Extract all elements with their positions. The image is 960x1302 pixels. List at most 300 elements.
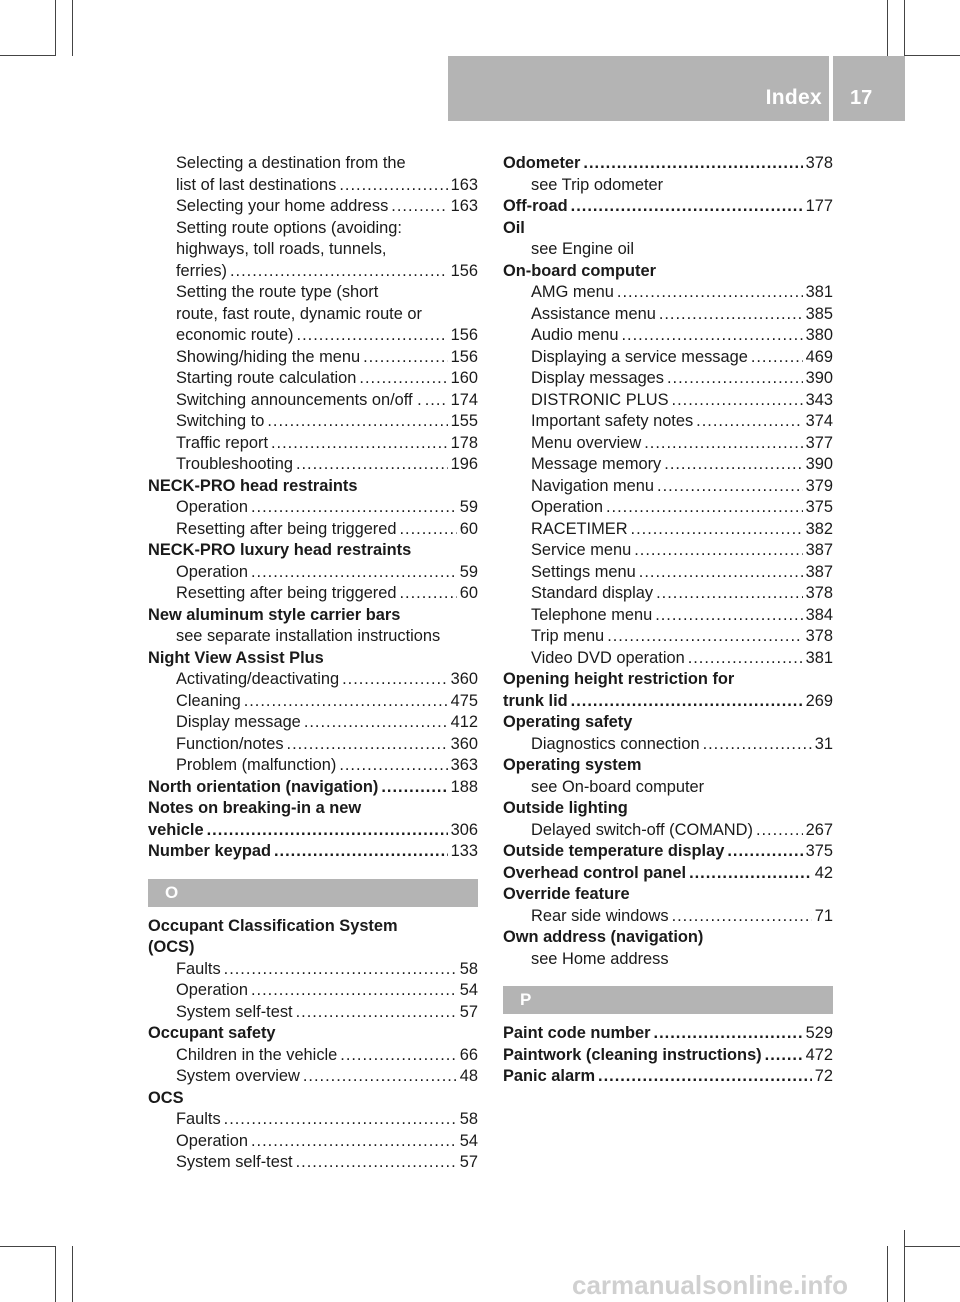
- leader-dots: [339, 755, 447, 777]
- index-entry[interactable]: [148, 777, 478, 799]
- page-reference[interactable]: 163: [450, 197, 478, 215]
- page-reference[interactable]: 381: [805, 648, 833, 667]
- entry-label: Selecting your home address: [176, 197, 389, 215]
- page-reference[interactable]: 375: [805, 498, 833, 516]
- entry-label: Children in the vehicle: [176, 1045, 338, 1064]
- leader-dots: [571, 196, 803, 218]
- index-subentry: [148, 239, 478, 261]
- leader-dots: [672, 906, 812, 928]
- entry-label: economic route): [176, 326, 294, 344]
- page-reference[interactable]: 174: [450, 390, 478, 409]
- leader-dots: [654, 1023, 803, 1045]
- entry-label: Selecting a destination from the: [176, 154, 406, 172]
- leader-dots: [251, 497, 457, 519]
- page-reference[interactable]: 387: [805, 541, 833, 559]
- index-entry[interactable]: [503, 153, 833, 175]
- index-entry[interactable]: [148, 841, 478, 863]
- entry-label: System self-test: [176, 1002, 293, 1021]
- leader-dots: [244, 691, 448, 713]
- index-subentry[interactable]: [503, 476, 833, 498]
- index-entry[interactable]: [503, 841, 833, 863]
- index-subentry[interactable]: [148, 669, 478, 691]
- index-entry[interactable]: [148, 820, 478, 842]
- index-subentry: [148, 153, 478, 175]
- page-reference[interactable]: 156: [450, 261, 478, 280]
- index-entry[interactable]: [503, 691, 833, 713]
- leader-dots: [296, 1152, 457, 1174]
- index-entry: [503, 755, 833, 777]
- index-subentry[interactable]: [148, 368, 478, 390]
- entry-label: Operation: [176, 562, 248, 581]
- entry-label: see On-board computer: [531, 777, 705, 796]
- index-subentry[interactable]: [148, 691, 478, 713]
- index-entry[interactable]: [503, 863, 833, 885]
- page-reference[interactable]: 72: [814, 1067, 833, 1085]
- index-subentry[interactable]: [148, 734, 478, 756]
- page-reference[interactable]: 54: [459, 1131, 478, 1150]
- page-reference[interactable]: 363: [450, 756, 478, 774]
- page-reference[interactable]: 54: [459, 981, 478, 999]
- leader-dots: [287, 734, 448, 756]
- page-reference[interactable]: 156: [450, 326, 478, 344]
- entry-label: ferries): [176, 261, 227, 280]
- index-subentry[interactable]: [503, 519, 833, 541]
- leader-dots: [621, 325, 802, 347]
- leader-dots: [689, 863, 812, 885]
- page-reference[interactable]: 529: [805, 1024, 833, 1042]
- leader-dots: [607, 626, 802, 648]
- index-entry: [503, 669, 833, 691]
- entry-label: Notes on breaking-in a new: [148, 799, 362, 817]
- leader-dots: [297, 325, 448, 347]
- page-reference[interactable]: 155: [450, 412, 478, 430]
- entry-label: NECK-PRO head restraints: [148, 476, 358, 495]
- index-entry: [148, 648, 478, 670]
- page-reference[interactable]: 178: [450, 433, 478, 452]
- entry-label: Panic alarm: [503, 1067, 596, 1085]
- page-reference[interactable]: 469: [805, 347, 833, 366]
- leader-dots: [304, 712, 448, 734]
- entry-label: vehicle: [148, 820, 204, 839]
- leader-dots: [644, 433, 802, 455]
- index-entry: [148, 476, 478, 498]
- index-subentry[interactable]: [503, 454, 833, 476]
- index-subentry[interactable]: [148, 454, 478, 476]
- index-subentry: [148, 304, 478, 326]
- leader-dots: [696, 411, 802, 433]
- entry-label: route, fast route, dynamic route or: [176, 304, 422, 323]
- index-subentry[interactable]: [503, 734, 833, 756]
- page-reference[interactable]: 475: [450, 691, 478, 710]
- index-subentry[interactable]: [148, 1152, 478, 1174]
- index-column-right: [503, 153, 833, 1088]
- index-subentry: [503, 175, 833, 197]
- entry-label: NECK-PRO luxury head restraints: [148, 541, 412, 559]
- index-entry: [148, 1023, 478, 1045]
- leader-dots: [571, 691, 803, 713]
- page-reference[interactable]: 390: [805, 455, 833, 473]
- index-subentry[interactable]: [148, 411, 478, 433]
- index-subentry[interactable]: [148, 980, 478, 1002]
- page-reference[interactable]: 377: [805, 433, 833, 452]
- leader-dots: [303, 1066, 457, 1088]
- index-entry: [148, 916, 478, 938]
- leader-dots: [598, 1066, 812, 1088]
- page-reference[interactable]: 71: [814, 906, 833, 925]
- crop-mark: [904, 55, 960, 56]
- page-reference[interactable]: 133: [450, 842, 478, 860]
- entry-label: see separate installation instructions: [176, 627, 441, 645]
- leader-dots: [667, 368, 803, 390]
- index-subentry[interactable]: [503, 411, 833, 433]
- index-subentry[interactable]: [148, 261, 478, 283]
- page-title: Index: [765, 86, 822, 109]
- page-reference[interactable]: 360: [450, 734, 478, 753]
- page-reference[interactable]: 384: [805, 605, 833, 624]
- entry-label: Cleaning: [176, 691, 241, 710]
- page-reference[interactable]: 48: [459, 1067, 478, 1085]
- leader-dots: [659, 304, 803, 326]
- entry-label: OCS: [148, 1088, 184, 1107]
- page-reference[interactable]: 378: [805, 627, 833, 645]
- page-reference[interactable]: 60: [459, 519, 478, 538]
- index-subentry[interactable]: [148, 519, 478, 541]
- page-reference[interactable]: 380: [805, 326, 833, 344]
- header-divider: [829, 56, 833, 121]
- page-reference[interactable]: 306: [450, 820, 478, 839]
- entry-label: Resetting after being triggered: [176, 584, 397, 602]
- leader-dots: [606, 497, 803, 519]
- entry-label: Video DVD operation: [531, 648, 685, 667]
- page-reference[interactable]: 472: [805, 1045, 833, 1064]
- leader-dots: [359, 368, 447, 390]
- page-reference[interactable]: 58: [459, 1110, 478, 1128]
- index-subentry[interactable]: [148, 562, 478, 584]
- page-reference[interactable]: 375: [805, 842, 833, 860]
- entry-label: Operation: [531, 498, 603, 516]
- index-entry: [503, 261, 833, 283]
- entry-label: list of last destinations: [176, 175, 337, 194]
- entry-label: Settings menu: [531, 562, 636, 581]
- entry-label: Display message: [176, 713, 301, 731]
- leader-dots: [672, 390, 803, 412]
- leader-dots: [655, 605, 802, 627]
- entry-label: Problem (malfunction): [176, 756, 337, 774]
- page-reference[interactable]: 387: [805, 562, 833, 581]
- index-subentry: [148, 282, 478, 304]
- crop-mark: [904, 1246, 960, 1247]
- leader-dots: [296, 454, 448, 476]
- page-reference[interactable]: 31: [814, 734, 833, 753]
- leader-dots: [339, 175, 447, 197]
- leader-dots: [381, 777, 447, 799]
- index-subentry[interactable]: [503, 648, 833, 670]
- page-reference[interactable]: 374: [805, 412, 833, 430]
- index-subentry[interactable]: [503, 368, 833, 390]
- entry-label: Rear side windows: [531, 906, 669, 925]
- index-subentry[interactable]: [148, 175, 478, 197]
- index-subentry[interactable]: [503, 433, 833, 455]
- index-subentry[interactable]: [148, 325, 478, 347]
- page-reference[interactable]: 379: [805, 476, 833, 495]
- page-reference[interactable]: 382: [805, 519, 833, 538]
- leader-dots: [342, 669, 448, 691]
- entry-label: Paintwork (cleaning instructions): [503, 1045, 762, 1064]
- entry-label: Odometer: [503, 154, 581, 172]
- leader-dots: [251, 980, 457, 1002]
- leader-dots: [656, 583, 803, 605]
- entry-label: Assistance menu: [531, 304, 656, 323]
- entry-label: Service menu: [531, 541, 632, 559]
- page-reference[interactable]: 163: [450, 175, 478, 194]
- index-entry: [503, 712, 833, 734]
- index-entry[interactable]: [503, 1045, 833, 1067]
- page-reference[interactable]: 385: [805, 304, 833, 323]
- page-reference[interactable]: 378: [805, 154, 833, 172]
- entry-label: North orientation (navigation): [148, 777, 379, 796]
- page-reference[interactable]: 378: [805, 584, 833, 602]
- entry-label: RACETIMER: [531, 519, 628, 538]
- leader-dots: [425, 390, 448, 412]
- index-subentry[interactable]: [148, 196, 478, 218]
- crop-mark: [72, 0, 73, 56]
- leader-dots: [765, 1045, 803, 1067]
- entry-label: Menu overview: [531, 433, 642, 452]
- entry-label: Trip menu: [531, 627, 605, 645]
- leader-dots: [224, 1109, 457, 1131]
- crop-mark: [55, 1246, 56, 1302]
- leader-dots: [251, 562, 457, 584]
- leader-dots: [224, 959, 457, 981]
- leader-dots: [617, 282, 803, 304]
- leader-dots: [756, 820, 803, 842]
- entry-label: Setting the route type (short: [176, 283, 379, 301]
- entry-label: Operating safety: [503, 713, 633, 731]
- section-header-p: P: [503, 986, 833, 1014]
- entry-label: Switching to: [176, 412, 265, 430]
- index-subentry: [148, 218, 478, 240]
- page-number: 17: [850, 87, 873, 109]
- entry-label: see Home address: [531, 949, 669, 968]
- leader-dots: [296, 1002, 457, 1024]
- section-header-o: O: [148, 879, 478, 907]
- index-subentry[interactable]: [148, 755, 478, 777]
- crop-mark: [887, 0, 888, 56]
- entry-label: Setting route options (avoiding:: [176, 218, 402, 237]
- index-entry: [148, 605, 478, 627]
- index-subentry[interactable]: [503, 583, 833, 605]
- crop-mark: [0, 1246, 56, 1247]
- page-reference[interactable]: 381: [805, 283, 833, 301]
- entry-label: highways, toll roads, tunnels,: [176, 240, 387, 258]
- page-reference[interactable]: 390: [805, 369, 833, 387]
- entry-label: Off-road: [503, 197, 568, 215]
- entry-label: Diagnostics connection: [531, 734, 700, 753]
- entry-label: Night View Assist Plus: [148, 648, 324, 667]
- leader-dots: [230, 261, 448, 283]
- entry-label: Traffic report: [176, 433, 268, 452]
- entry-label: Telephone menu: [531, 605, 653, 624]
- leader-dots: [340, 1045, 457, 1067]
- index-entry: [503, 798, 833, 820]
- index-subentry[interactable]: [503, 304, 833, 326]
- index-subentry[interactable]: [503, 605, 833, 627]
- page-reference[interactable]: 160: [450, 369, 478, 387]
- leader-dots: [391, 196, 447, 218]
- index-subentry: [503, 239, 833, 261]
- leader-dots: [703, 734, 812, 756]
- index-subentry[interactable]: [148, 347, 478, 369]
- index-subentry[interactable]: [148, 1109, 478, 1131]
- index-subentry[interactable]: [148, 390, 478, 412]
- index-subentry: [503, 949, 833, 971]
- index-entry[interactable]: [503, 1066, 833, 1088]
- index-subentry[interactable]: [148, 583, 478, 605]
- entry-label: Operation: [176, 1131, 248, 1150]
- page-reference[interactable]: 343: [805, 390, 833, 409]
- entry-label: Starting route calculation: [176, 369, 357, 387]
- leader-dots: [688, 648, 803, 670]
- entry-label: see Trip odometer: [531, 175, 664, 194]
- index-subentry[interactable]: [148, 433, 478, 455]
- leader-dots: [363, 347, 448, 369]
- leader-dots: [207, 820, 448, 842]
- entry-label: On-board computer: [503, 261, 656, 280]
- entry-label: Operating system: [503, 756, 642, 774]
- entry-label: Resetting after being triggered: [176, 519, 397, 538]
- index-entry[interactable]: [503, 196, 833, 218]
- entry-label: Display messages: [531, 369, 664, 387]
- entry-label: Delayed switch-off (COMAND): [531, 820, 753, 839]
- index-subentry: [148, 626, 478, 648]
- entry-label: Switching announcements on/off .: [176, 390, 422, 409]
- entry-label: Paint code number: [503, 1024, 651, 1042]
- entry-label: Own address (navigation): [503, 928, 704, 946]
- entry-label: Activating/deactivating: [176, 670, 340, 688]
- page-reference[interactable]: 360: [450, 670, 478, 688]
- watermark: carmanualsonline.info: [572, 1270, 848, 1300]
- entry-label: New aluminum style carrier bars: [148, 605, 401, 624]
- page-reference[interactable]: 177: [805, 197, 833, 215]
- index-subentry: [503, 777, 833, 799]
- entry-label: Displaying a service message: [531, 347, 748, 366]
- index-entry: [503, 884, 833, 906]
- leader-dots: [400, 583, 457, 605]
- entry-label: Important safety notes: [531, 412, 694, 430]
- index-subentry[interactable]: [148, 959, 478, 981]
- crop-mark: [0, 55, 56, 56]
- entry-label: Showing/hiding the menu: [176, 347, 361, 366]
- page-reference[interactable]: 59: [459, 498, 478, 516]
- index-subentry[interactable]: [148, 1066, 478, 1088]
- entry-label: Troubleshooting: [176, 455, 293, 473]
- entry-label: (OCS): [148, 938, 195, 956]
- index-subentry[interactable]: [503, 906, 833, 928]
- index-entry[interactable]: [503, 1023, 833, 1045]
- entry-label: System self-test: [176, 1153, 293, 1171]
- index-subentry[interactable]: [503, 390, 833, 412]
- index-entry: [148, 540, 478, 562]
- page-reference[interactable]: 196: [450, 455, 478, 473]
- page-reference[interactable]: 269: [805, 691, 833, 710]
- index-column-left: [148, 153, 478, 1174]
- entry-label: see Engine oil: [531, 240, 634, 258]
- index-subentry[interactable]: [148, 497, 478, 519]
- page-reference[interactable]: 156: [450, 347, 478, 366]
- index-subentry[interactable]: [148, 712, 478, 734]
- leader-dots: [727, 841, 802, 863]
- page-reference[interactable]: 57: [459, 1153, 478, 1171]
- index-subentry[interactable]: [148, 1131, 478, 1153]
- entry-label: Function/notes: [176, 734, 284, 753]
- index-subentry[interactable]: [503, 562, 833, 584]
- entry-label: Overhead control panel: [503, 863, 687, 882]
- index-subentry[interactable]: [503, 497, 833, 519]
- page-reference[interactable]: 59: [459, 562, 478, 581]
- entry-label: Occupant safety: [148, 1024, 276, 1042]
- page-reference[interactable]: 412: [450, 713, 478, 731]
- entry-label: DISTRONIC PLUS: [531, 390, 669, 409]
- leader-dots: [751, 347, 803, 369]
- leader-dots: [664, 454, 802, 476]
- entry-label: AMG menu: [531, 283, 614, 301]
- entry-label: Faults: [176, 1110, 221, 1128]
- leader-dots: [400, 519, 457, 541]
- entry-label: Message memory: [531, 455, 662, 473]
- crop-mark: [55, 0, 56, 56]
- entry-label: Outside temperature display: [503, 842, 725, 860]
- entry-label: Operation: [176, 498, 248, 516]
- leader-dots: [657, 476, 803, 498]
- leader-dots: [274, 841, 448, 863]
- index-subentry[interactable]: [503, 282, 833, 304]
- entry-label: Override feature: [503, 885, 630, 903]
- entry-label: trunk lid: [503, 691, 568, 710]
- entry-label: Standard display: [531, 584, 654, 602]
- index-entry: [148, 798, 478, 820]
- entry-label: System overview: [176, 1067, 300, 1085]
- leader-dots: [631, 519, 803, 541]
- page-reference[interactable]: 42: [814, 863, 833, 882]
- index-subentry[interactable]: [148, 1002, 478, 1024]
- index-subentry[interactable]: [503, 325, 833, 347]
- entry-label: Outside lighting: [503, 799, 628, 817]
- page-reference[interactable]: 60: [459, 584, 478, 602]
- entry-label: Navigation menu: [531, 476, 655, 495]
- index-entry: [503, 218, 833, 240]
- leader-dots: [639, 562, 803, 584]
- index-subentry[interactable]: [503, 820, 833, 842]
- entry-label: Number keypad: [148, 842, 271, 860]
- entry-label: Oil: [503, 218, 525, 237]
- index-subentry[interactable]: [503, 347, 833, 369]
- index-entry: [148, 937, 478, 959]
- crop-mark: [72, 1246, 73, 1302]
- index-entry: [503, 927, 833, 949]
- index-subentry[interactable]: [148, 1045, 478, 1067]
- entry-label: Faults: [176, 959, 221, 978]
- page-reference[interactable]: 57: [459, 1002, 478, 1021]
- index-subentry[interactable]: [503, 540, 833, 562]
- header-bar: [448, 56, 905, 121]
- page-reference[interactable]: 267: [805, 820, 833, 839]
- leader-dots: [634, 540, 802, 562]
- page-reference[interactable]: 58: [459, 959, 478, 978]
- leader-dots: [583, 153, 802, 175]
- index-subentry[interactable]: [503, 626, 833, 648]
- page-reference[interactable]: 188: [450, 777, 478, 796]
- page-reference[interactable]: 66: [459, 1045, 478, 1064]
